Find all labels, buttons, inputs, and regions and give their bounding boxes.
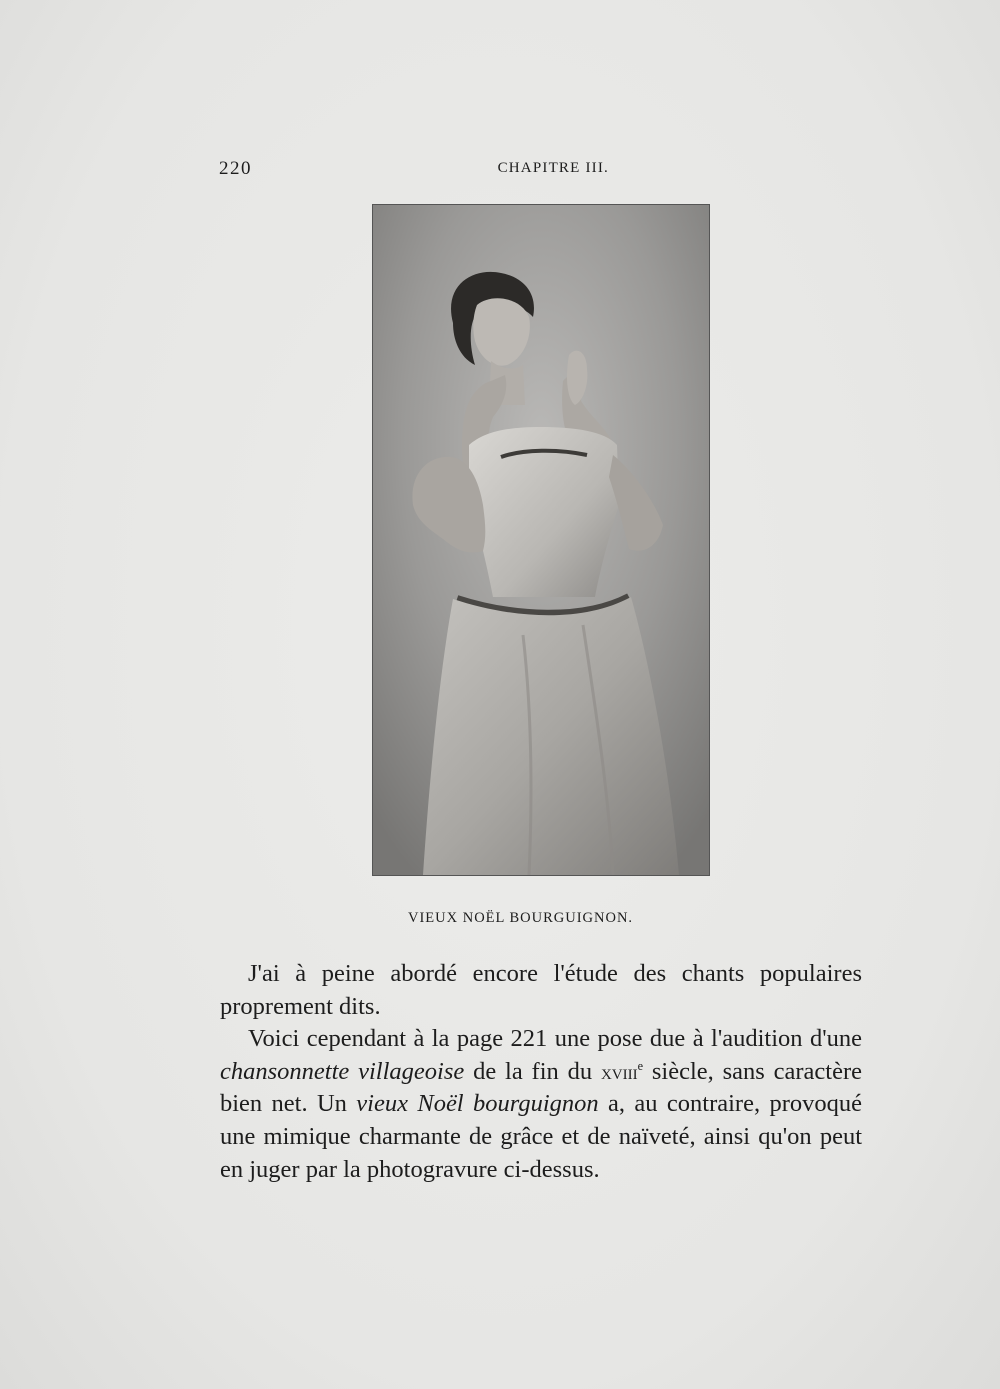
paragraph-2-text-f: siècle, sans caractère bien net. Un	[220, 1057, 863, 1118]
paragraph-2-text-c: de la fin du	[464, 1057, 601, 1085]
italic-phrase-chansonnette: chansonnette villageoise	[220, 1057, 465, 1085]
paragraph-1: J'ai à peine abordé encore l'étude des chants populaires proprement dits.	[220, 960, 862, 1020]
paragraph-2-text-h: a, au contraire, provoqué une mimique charmante de grâce et de naïveté, ainsi qu'on peut en juger par la photogravure ci-dessus.	[220, 1090, 862, 1183]
figure-caption: VIEUX NOËL BOURGUIGNON.	[408, 910, 634, 926]
page-header	[219, 158, 609, 182]
woman-figure-illustration	[373, 205, 709, 875]
page-number: 220	[219, 158, 252, 179]
paragraph-2-text-a: Voici cependant à la page 221 une pose due à l'audition d'une	[248, 1025, 862, 1053]
paragraph-2	[220, 1023, 862, 1186]
italic-phrase-noel: vieux Noël bourguignon	[356, 1090, 599, 1118]
century-numeral: xviii	[600, 1058, 638, 1084]
body-text	[220, 958, 862, 1186]
century-superscript: e	[637, 1058, 644, 1073]
photograph	[372, 204, 710, 876]
running-head: CHAPITRE III.	[497, 160, 609, 176]
